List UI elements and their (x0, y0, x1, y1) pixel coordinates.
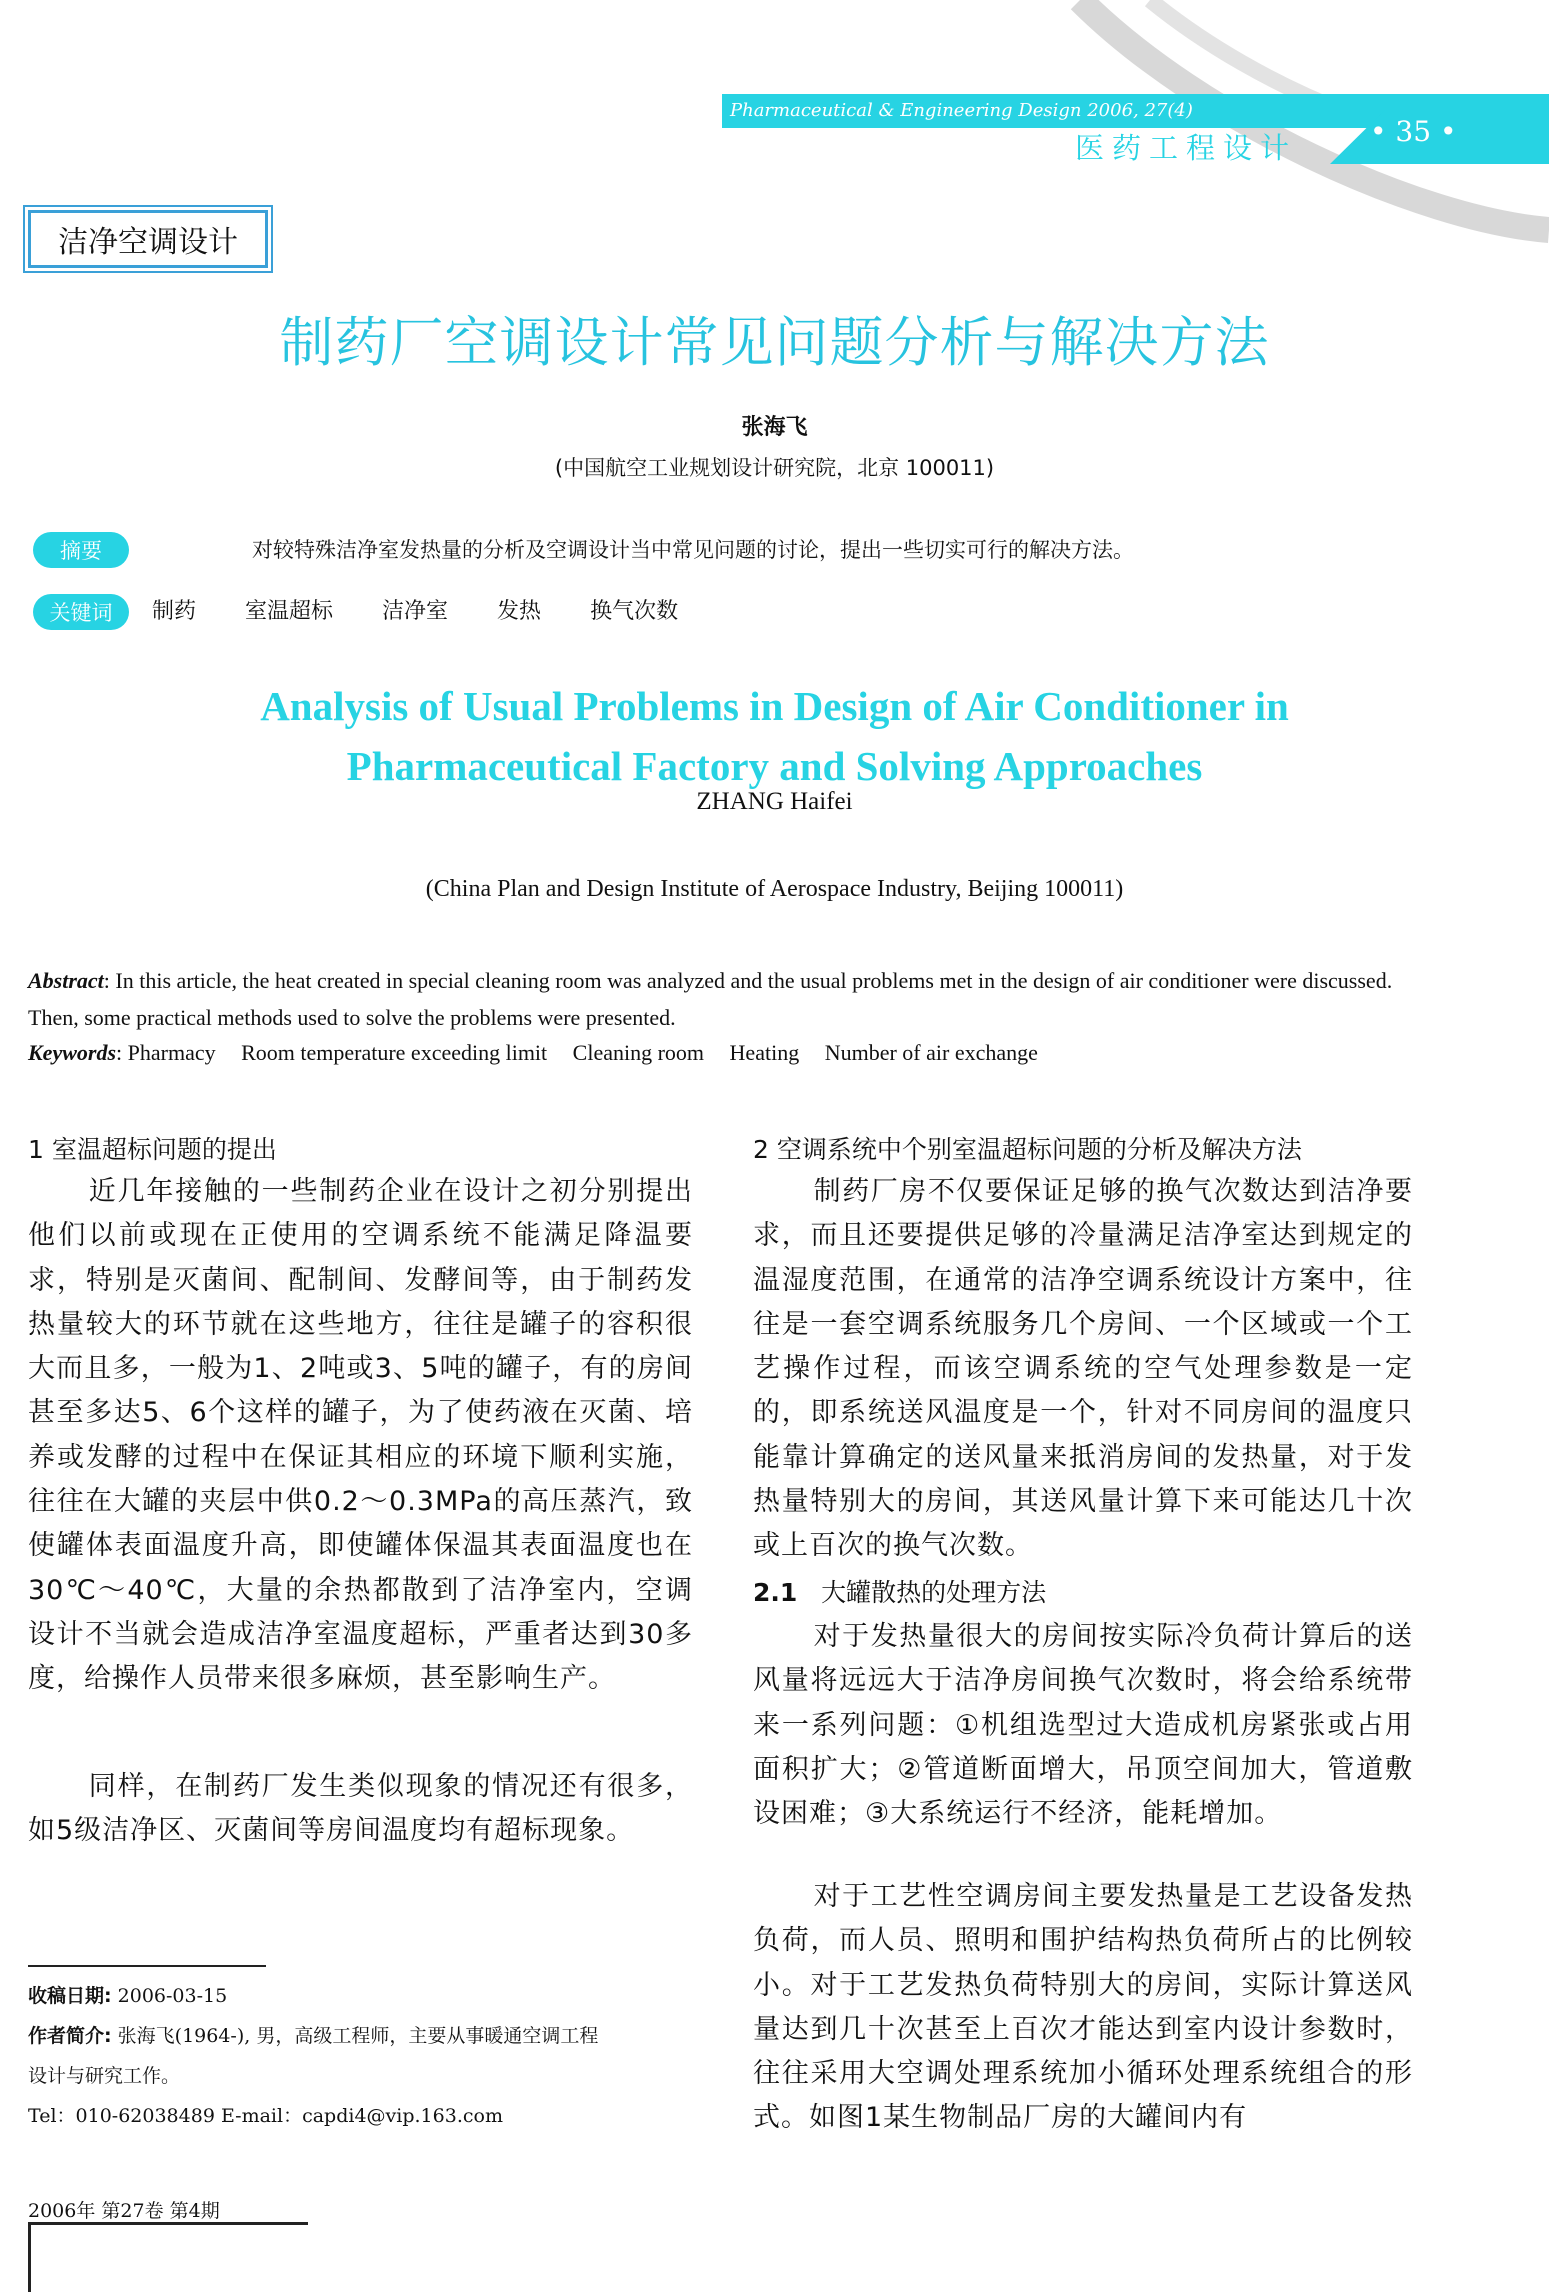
title-cn: 制药厂空调设计常见问题分析与解决方法 (279, 311, 1270, 374)
journal-title-en: Pharmaceutical & Engineering Design 2006, 27(4) (722, 94, 1549, 128)
keyword-cn: 制药 (152, 599, 197, 624)
footer-rule (28, 2222, 308, 2225)
abstract-label-cn: 摘要 (33, 532, 129, 568)
keyword-en: Number of air exchange (824, 1040, 1038, 1065)
issue-footer: 2006年 第27卷 第4期 (28, 2200, 220, 2222)
footnote-bio (28, 2018, 598, 2054)
keywords-en: Keywords: Pharmacy Room temperature exceeding limit Cleaning room Heating Number of air exchange (28, 1040, 1038, 1065)
paragraph (28, 1170, 693, 1702)
subsection-title: 大罐散热的处理方法 (821, 1578, 1047, 1607)
paragraph (753, 1170, 1413, 1569)
keyword-cn: 换气次数 (590, 599, 679, 624)
keyword-en: Pharmacy (127, 1040, 216, 1065)
keywords-cn (152, 594, 702, 625)
abstract-en-label: Abstract (28, 968, 104, 993)
keyword-en: Heating (729, 1040, 800, 1065)
keywords-en-label: Keywords (28, 1040, 116, 1065)
footer-rule-vertical (28, 2222, 31, 2292)
paragraph (28, 1765, 693, 1854)
keyword-cn: 洁净室 (382, 599, 449, 624)
keyword-en: Cleaning room (572, 1040, 705, 1065)
section-1-heading: 1 室温超标问题的提出 (28, 1135, 277, 1164)
bio-label: 作者简介: (28, 2025, 112, 2047)
footnote-divider (28, 1965, 266, 1967)
section-tag: 洁净空调设计 (28, 210, 268, 268)
affiliation-cn: (中国航空工业规划设计研究院，北京 100011) (554, 456, 995, 480)
keyword-cn: 室温超标 (245, 599, 334, 624)
footnote-bio-line-2: 设计与研究工作。 (28, 2065, 181, 2087)
footnote-contact: Tel：010-62038489 E-mail：capdi4@vip.163.com (28, 2105, 503, 2127)
abstract-en (28, 962, 1408, 1036)
paragraph-text: 制药厂房不仅要保证足够的换气次数达到洁净要求，而且还要提供足够的冷量满足洁净室达到规定的温湿度范围，在通常的洁净空调系统设计方案中，往往是一套空调系统服务几个房间、一个区域或一个工艺操作过程，而该空调系统的空气处理参数是一定的，即系统送风温度是一个，针对不同房间的温度只能靠计算确定的送风量来抵消房间的发热量，对于发热量特别大的房间，其送风量计算下来可能达几十次或上百次的换气次数。 (753, 1176, 1413, 1562)
footnote-received (28, 1978, 227, 2014)
page-number: • 35 • (1370, 115, 1457, 148)
keyword-en: Room temperature exceeding limit (241, 1040, 548, 1065)
paragraph-text: 近几年接触的一些制药企业在设计之初分别提出他们以前或现在正使用的空调系统不能满足降温要求，特别是灭菌间、配制间、发酵间等，由于制药发热量较大的环节就在这些地方，往往是罐子的容积很大而且多，一般为1、2吨或3、5吨的罐子，有的房间甚至多达5、6个这样的罐子，为了使药液在灭菌、培养或发酵的过程中在保证其相应的环境下顺利实施，往往在大罐的夹层中供0.2～0.3MPa的高压蒸汽，致使罐体表面温度升高，即使罐体保温其表面温度也在30℃～40℃，大量的余热都散到了洁净室内，空调设计不当就会造成洁净室温度超标，严重者达到30多度，给操作人员带来很多麻烦，甚至影响生产。 (28, 1176, 693, 1695)
paragraph-text: 对于工艺性空调房间主要发热量是工艺设备发热负荷，而人员、照明和围护结构热负荷所占的比例较小。对于工艺发热负荷特别大的房间，实际计算送风量达到几十次甚至上百次才能达到室内设计参数时，往往采用大空调处理系统加小循环处理系统组合的形式。如图1某生物制品厂房的大罐间内有 (753, 1881, 1413, 2134)
title-en-line: Analysis of Usual Problems in Design of Air Conditioner in (260, 683, 1289, 729)
keywords-label-cn: 关键词 (33, 594, 129, 630)
paragraph-text: 同样，在制药厂发生类似现象的情况还有很多，如5级洁净区、灭菌间等房间温度均有超标现象。 (28, 1771, 693, 1847)
section-2-heading: 2 空调系统中个别室温超标问题的分析及解决方法 (753, 1135, 1302, 1164)
abstract-cn: 对较特殊洁净室发热量的分析及空调设计当中常见问题的讨论，提出一些切实可行的解决方法。 (252, 538, 1134, 562)
paragraph (753, 1875, 1413, 2141)
author-en: ZHANG Haifei (696, 788, 853, 815)
title-en (0, 676, 1549, 796)
subsection-number: 2.1 (753, 1578, 798, 1607)
bio-line-1: 张海飞(1964-), 男，高级工程师，主要从事暖通空调工程 (117, 2025, 599, 2047)
paragraph-text: 对于发热量很大的房间按实际冷负荷计算后的送风量将远远大于洁净房间换气次数时，将会给系统带来一系列问题：①机组选型过大造成机房紧张或占用面积扩大；②管道断面增大，吊顶空间加大，管道敷设困难；③大系统运行不经济，能耗增加。 (753, 1621, 1413, 1830)
journal-title-cn: 医药工程设计 (1075, 131, 1298, 165)
received-date: 2006-03-15 (117, 1985, 228, 2007)
title-en-line: Pharmaceutical Factory and Solving Approaches (346, 743, 1203, 789)
keyword-cn: 发热 (497, 599, 542, 624)
abstract-en-text: : In this article, the heat created in special cleaning room was analyzed and the usual problems met in the design of air conditioner were discussed. Then, some practical methods used to solve the problems were presented. (28, 968, 1393, 1030)
paragraph (753, 1615, 1413, 1836)
affiliation-en: (China Plan and Design Institute of Aerospace Industry, Beijing 100011) (425, 876, 1124, 902)
subsection-heading (753, 1573, 1046, 1609)
author-cn: 张海飞 (741, 415, 808, 440)
received-label: 收稿日期: (28, 1985, 112, 2007)
